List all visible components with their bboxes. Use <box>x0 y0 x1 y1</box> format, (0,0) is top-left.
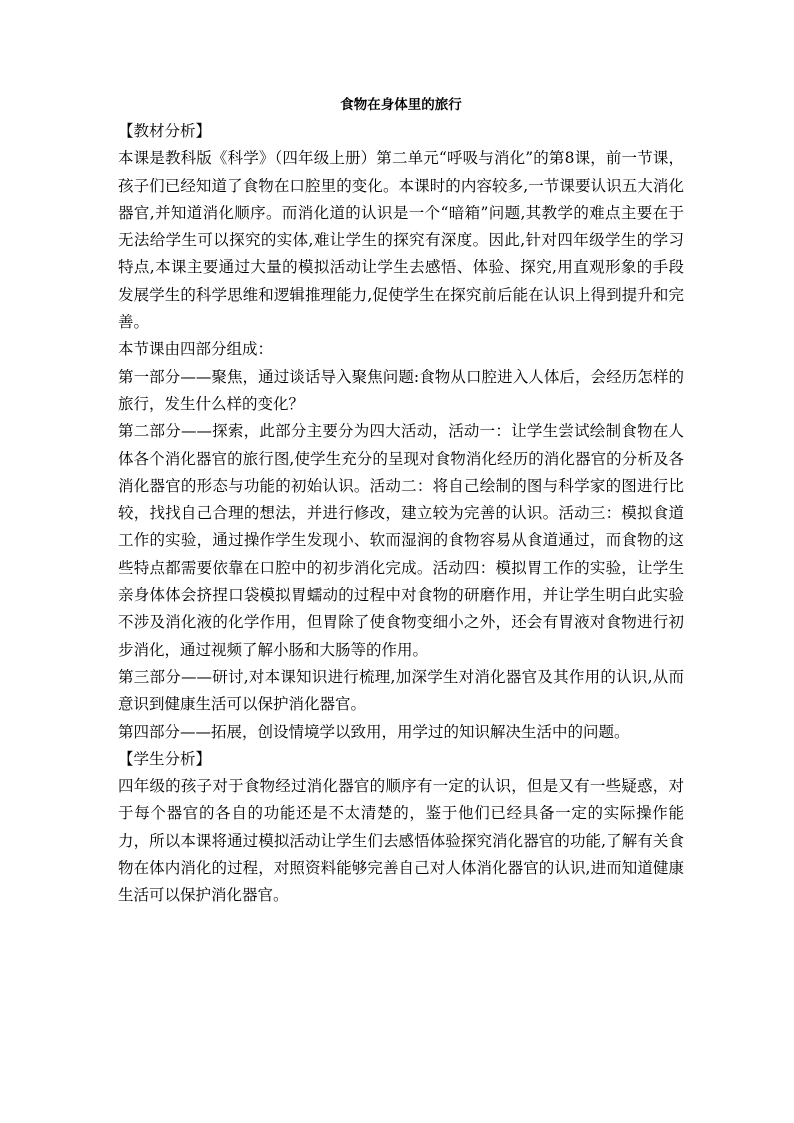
paragraph-part-one-focus: 第一部分——聚焦，通过谈话导入聚焦问题:食物从口腔进入人体后，会经历怎样的旅行，发生什么样的变化？ <box>118 367 684 413</box>
paragraph-lesson-structure-intro: 本节课由四部分组成： <box>118 340 274 359</box>
paragraph-course-overview: 本课是教科版《科学》（四年级上册）第二单元“呼吸与消化”的第8课，前一节课，孩子们已经知道了食物在口腔里的变化。本课时的内容较多,一节课要认识五大消化器官,并知道消化顺序。而消化道的认识是一个“暗箱”问题,其教学的难点主要在于无法给学生可以探究的实体,难让学生的探究有深度。因此,针对四年级学生的学习特点,本课主要通过大量的模拟活动让学生去感悟、体验、探究,用直观形象的手段发展学生的科学思维和逻辑推理能力,促使学生在探究前后能在认识上得到提升和完善。 <box>118 149 684 332</box>
section-student-analysis <box>118 746 684 910</box>
paragraph-student-analysis: 四年级的孩子对于食物经过消化器官的顺序有一定的认识，但是又有一些疑惑，对于每个器官的各自的功能还是不太清楚的，鉴于他们已经具备一定的实际操作能力，所以本课将通过模拟活动让学生们去感悟体验探究消化器官的功能,了解有关食物在体内消化的过程，对照资料能够完善自己对人体消化器官的认识,进而知道健康生活可以保护消化器官。 <box>118 777 684 905</box>
section-heading-textbook-analysis: 【教材分析】 <box>118 122 212 140</box>
document-page <box>118 96 684 910</box>
section-heading-student-analysis: 【学生分析】 <box>118 749 212 768</box>
document-title: 食物在身体里的旅行 <box>340 97 462 113</box>
paragraph-part-three-discuss: 第三部分——研讨,对本课知识进行梳理,加深学生对消化器官及其作用的认识,从而意识到健康生活可以保护消化器官。 <box>118 667 684 714</box>
paragraph-part-four-extend: 第四部分——拓展，创设情境学以致用，用学过的知识解决生活中的问题。 <box>118 722 630 741</box>
paragraph-part-two-explore: 第二部分——探索，此部分主要分为四大活动，活动一：让学生尝试绘制食物在人体各个消化器官的旅行图,使学生充分的呈现对食物消化经历的消化器官的分析及各消化器官的形态与功能的初始认识。活动二：将自己绘制的图与科学家的图进行比较，找找自己合理的想法，并进行修改，建立较为完善的认识。活动三：模拟食道工作的实验，通过操作学生发现小、软而湿润的食物容易从食道通过，而食物的这些特点都需要依靠在口腔中的初步消化完成。活动四：模拟胃工作的实验，让学生亲身体体会挤捏口袋模拟胃蠕动的过程中对食物的研磨作用，并让学生明白此实验不涉及消化液的化学作用，但胃除了使食物变细小之外，还会有胃液对食物进行初步消化，通过视频了解小肠和大肠等的作用。 <box>118 422 684 659</box>
section-textbook-analysis <box>118 118 684 746</box>
